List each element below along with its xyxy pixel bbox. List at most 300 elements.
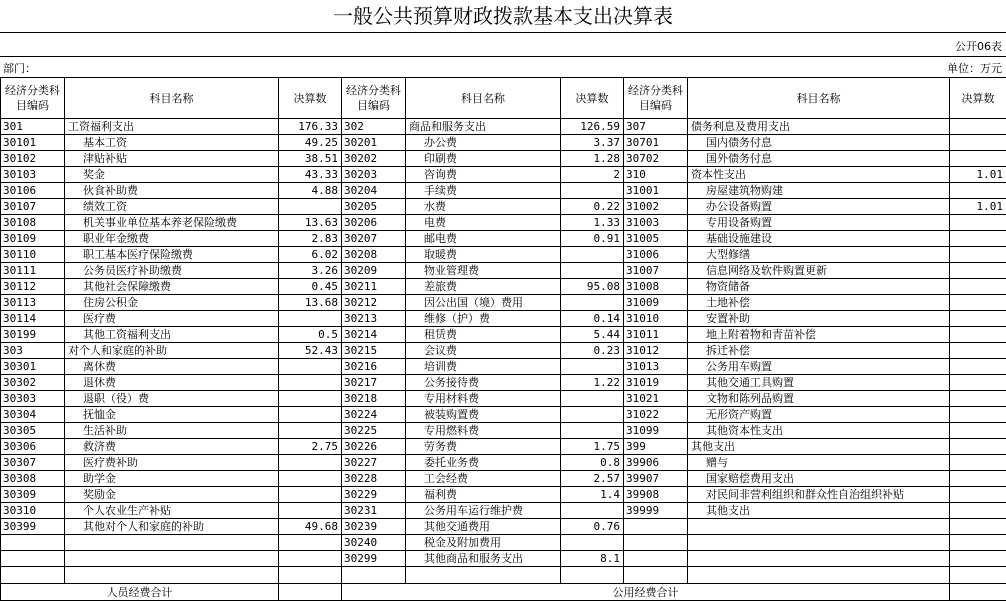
code-cell: 30240 bbox=[342, 535, 406, 551]
code-cell: 30111 bbox=[1, 263, 65, 279]
name-cell: 退职（役）费 bbox=[65, 391, 279, 407]
blank-cell bbox=[624, 567, 688, 584]
amount-cell bbox=[279, 551, 342, 567]
name-cell: 公务接待费 bbox=[406, 375, 561, 391]
name-cell: 物业管理费 bbox=[406, 263, 561, 279]
name-cell: 租赁费 bbox=[406, 327, 561, 343]
amount-cell: 0.91 bbox=[561, 231, 624, 247]
name-cell: 其他交通工具购置 bbox=[688, 375, 950, 391]
amount-cell bbox=[950, 471, 1006, 487]
name-cell: 公务用车购置 bbox=[688, 359, 950, 375]
code-cell: 39907 bbox=[624, 471, 688, 487]
name-cell bbox=[688, 535, 950, 551]
name-cell: 文物和陈列品购置 bbox=[688, 391, 950, 407]
public-total-value bbox=[950, 584, 1006, 601]
code-cell: 30107 bbox=[1, 199, 65, 215]
name-cell: 其他工资福利支出 bbox=[65, 327, 279, 343]
header-code-3: 经济分类科目编码 bbox=[624, 78, 688, 119]
code-cell: 30212 bbox=[342, 295, 406, 311]
amount-cell bbox=[950, 439, 1006, 455]
table-row bbox=[1, 471, 1006, 487]
name-cell: 助学金 bbox=[65, 471, 279, 487]
amount-cell: 2.57 bbox=[561, 471, 624, 487]
amount-cell: 95.08 bbox=[561, 279, 624, 295]
header-amount-2: 决算数 bbox=[561, 78, 624, 119]
code-cell: 30214 bbox=[342, 327, 406, 343]
amount-cell: 6.02 bbox=[279, 247, 342, 263]
amount-cell bbox=[279, 455, 342, 471]
table-row bbox=[1, 407, 1006, 423]
amount-cell: 1.01 bbox=[950, 199, 1006, 215]
amount-cell: 1.33 bbox=[561, 215, 624, 231]
amount-cell: 3.37 bbox=[561, 135, 624, 151]
amount-cell bbox=[561, 263, 624, 279]
name-cell: 职业年金缴费 bbox=[65, 231, 279, 247]
name-cell: 土地补偿 bbox=[688, 295, 950, 311]
department-row bbox=[0, 57, 1006, 77]
code-cell: 30103 bbox=[1, 167, 65, 183]
code-cell: 30215 bbox=[342, 343, 406, 359]
table-row bbox=[1, 359, 1006, 375]
name-cell: 维修（护）费 bbox=[406, 311, 561, 327]
amount-cell bbox=[950, 407, 1006, 423]
amount-cell: 1.22 bbox=[561, 375, 624, 391]
code-cell: 30302 bbox=[1, 375, 65, 391]
header-code-1: 经济分类科目编码 bbox=[1, 78, 65, 119]
code-cell: 31003 bbox=[624, 215, 688, 231]
name-cell: 其他商品和服务支出 bbox=[406, 551, 561, 567]
name-cell: 办公设备购置 bbox=[688, 199, 950, 215]
amount-cell: 0.8 bbox=[561, 455, 624, 471]
code-cell: 31008 bbox=[624, 279, 688, 295]
amount-cell: 4.88 bbox=[279, 183, 342, 199]
amount-cell: 0.45 bbox=[279, 279, 342, 295]
amount-cell bbox=[279, 503, 342, 519]
name-cell: 无形资产购置 bbox=[688, 407, 950, 423]
code-cell: 31001 bbox=[624, 183, 688, 199]
amount-cell: 3.26 bbox=[279, 263, 342, 279]
amount-cell bbox=[279, 535, 342, 551]
name-cell: 国内债务付息 bbox=[688, 135, 950, 151]
code-cell: 30227 bbox=[342, 455, 406, 471]
name-cell: 住房公积金 bbox=[65, 295, 279, 311]
amount-cell bbox=[950, 311, 1006, 327]
code-cell: 31006 bbox=[624, 247, 688, 263]
amount-cell: 2.75 bbox=[279, 439, 342, 455]
name-cell: 津贴补贴 bbox=[65, 151, 279, 167]
name-cell: 公务员医疗补助缴费 bbox=[65, 263, 279, 279]
amount-cell bbox=[561, 359, 624, 375]
amount-cell bbox=[950, 295, 1006, 311]
code-cell: 30112 bbox=[1, 279, 65, 295]
name-cell: 抚恤金 bbox=[65, 407, 279, 423]
personnel-total-label: 人员经费合计 bbox=[1, 584, 279, 601]
amount-cell: 1.01 bbox=[950, 167, 1006, 183]
blank-cell bbox=[65, 567, 279, 584]
name-cell: 拆迁补偿 bbox=[688, 343, 950, 359]
amount-cell bbox=[561, 295, 624, 311]
name-cell: 其他交通费用 bbox=[406, 519, 561, 535]
name-cell: 专用材料费 bbox=[406, 391, 561, 407]
table-row bbox=[1, 215, 1006, 231]
table-row bbox=[1, 487, 1006, 503]
name-cell bbox=[688, 519, 950, 535]
amount-cell: 0.23 bbox=[561, 343, 624, 359]
amount-cell: 8.1 bbox=[561, 551, 624, 567]
code-cell: 31019 bbox=[624, 375, 688, 391]
name-cell: 其他资本性支出 bbox=[688, 423, 950, 439]
amount-cell bbox=[950, 455, 1006, 471]
amount-cell bbox=[950, 359, 1006, 375]
name-cell: 个人农业生产补贴 bbox=[65, 503, 279, 519]
amount-cell: 1.75 bbox=[561, 439, 624, 455]
code-cell: 39999 bbox=[624, 503, 688, 519]
code-cell: 310 bbox=[624, 167, 688, 183]
name-cell: 手续费 bbox=[406, 183, 561, 199]
code-cell bbox=[624, 535, 688, 551]
code-cell: 30204 bbox=[342, 183, 406, 199]
amount-cell bbox=[279, 311, 342, 327]
amount-cell: 1.4 bbox=[561, 487, 624, 503]
code-cell: 30305 bbox=[1, 423, 65, 439]
table-row bbox=[1, 375, 1006, 391]
name-cell: 专用燃料费 bbox=[406, 423, 561, 439]
name-cell: 机关事业单位基本养老保险缴费 bbox=[65, 215, 279, 231]
amount-cell: 52.43 bbox=[279, 343, 342, 359]
code-cell: 39906 bbox=[624, 455, 688, 471]
amount-cell bbox=[561, 423, 624, 439]
code-cell: 30102 bbox=[1, 151, 65, 167]
name-cell: 离休费 bbox=[65, 359, 279, 375]
code-cell: 30106 bbox=[1, 183, 65, 199]
department-label: 部门： bbox=[3, 60, 36, 76]
code-cell: 30101 bbox=[1, 135, 65, 151]
amount-cell: 1.28 bbox=[561, 151, 624, 167]
amount-cell bbox=[561, 247, 624, 263]
code-cell: 303 bbox=[1, 343, 65, 359]
name-cell: 印刷费 bbox=[406, 151, 561, 167]
code-cell: 399 bbox=[624, 439, 688, 455]
name-cell: 邮电费 bbox=[406, 231, 561, 247]
code-cell: 30113 bbox=[1, 295, 65, 311]
name-cell: 医疗费 bbox=[65, 311, 279, 327]
amount-cell bbox=[279, 199, 342, 215]
code-cell: 31013 bbox=[624, 359, 688, 375]
amount-cell bbox=[950, 247, 1006, 263]
code-cell: 31010 bbox=[624, 311, 688, 327]
amount-cell bbox=[279, 359, 342, 375]
name-cell: 绩效工资 bbox=[65, 199, 279, 215]
code-cell: 30213 bbox=[342, 311, 406, 327]
name-cell: 福利费 bbox=[406, 487, 561, 503]
name-cell: 信息网络及软件购置更新 bbox=[688, 263, 950, 279]
table-row bbox=[1, 343, 1006, 359]
table-row bbox=[1, 391, 1006, 407]
code-cell: 31099 bbox=[624, 423, 688, 439]
name-cell: 基础设施建设 bbox=[688, 231, 950, 247]
public-total-label: 公用经费合计 bbox=[342, 584, 950, 601]
name-cell: 地上附着物和青苗补偿 bbox=[688, 327, 950, 343]
amount-cell bbox=[279, 375, 342, 391]
table-row bbox=[1, 423, 1006, 439]
table-code: 公开06表 bbox=[955, 38, 1002, 54]
name-cell bbox=[688, 551, 950, 567]
amount-cell bbox=[279, 487, 342, 503]
table-row bbox=[1, 535, 1006, 551]
name-cell: 物资储备 bbox=[688, 279, 950, 295]
amount-cell: 49.25 bbox=[279, 135, 342, 151]
table-row bbox=[1, 263, 1006, 279]
blank-cell bbox=[342, 567, 406, 584]
table-row bbox=[1, 167, 1006, 183]
name-cell: 对民间非营利组织和群众性自治组织补贴 bbox=[688, 487, 950, 503]
name-cell: 商品和服务支出 bbox=[406, 119, 561, 135]
amount-cell: 0.5 bbox=[279, 327, 342, 343]
name-cell: 大型修缮 bbox=[688, 247, 950, 263]
name-cell bbox=[65, 551, 279, 567]
amount-cell bbox=[950, 423, 1006, 439]
name-cell: 其他支出 bbox=[688, 503, 950, 519]
amount-cell bbox=[279, 423, 342, 439]
code-cell bbox=[1, 535, 65, 551]
amount-cell: 13.68 bbox=[279, 295, 342, 311]
amount-cell bbox=[561, 503, 624, 519]
code-cell: 307 bbox=[624, 119, 688, 135]
header-amount-3: 决算数 bbox=[950, 78, 1006, 119]
amount-cell bbox=[950, 135, 1006, 151]
amount-cell: 176.33 bbox=[279, 119, 342, 135]
expenditure-table bbox=[0, 77, 1006, 601]
table-header-row bbox=[1, 78, 1006, 119]
code-cell: 301 bbox=[1, 119, 65, 135]
personnel-total-value bbox=[279, 584, 342, 601]
table-row bbox=[1, 231, 1006, 247]
header-amount-1: 决算数 bbox=[279, 78, 342, 119]
code-cell: 30239 bbox=[342, 519, 406, 535]
table-row bbox=[1, 183, 1006, 199]
name-cell: 其他社会保障缴费 bbox=[65, 279, 279, 295]
name-cell: 奖金 bbox=[65, 167, 279, 183]
name-cell: 其他对个人和家庭的补助 bbox=[65, 519, 279, 535]
code-cell: 30109 bbox=[1, 231, 65, 247]
name-cell: 退休费 bbox=[65, 375, 279, 391]
code-cell: 30225 bbox=[342, 423, 406, 439]
code-cell: 30199 bbox=[1, 327, 65, 343]
code-cell: 30110 bbox=[1, 247, 65, 263]
blank-row bbox=[1, 567, 1006, 584]
table-row bbox=[1, 295, 1006, 311]
name-cell: 被装购置费 bbox=[406, 407, 561, 423]
name-cell: 专用设备购置 bbox=[688, 215, 950, 231]
name-cell: 咨询费 bbox=[406, 167, 561, 183]
name-cell: 委托业务费 bbox=[406, 455, 561, 471]
blank-cell bbox=[1, 567, 65, 584]
code-cell: 30228 bbox=[342, 471, 406, 487]
amount-cell bbox=[950, 375, 1006, 391]
amount-cell bbox=[950, 503, 1006, 519]
code-cell: 30217 bbox=[342, 375, 406, 391]
code-cell: 302 bbox=[342, 119, 406, 135]
name-cell: 培训费 bbox=[406, 359, 561, 375]
amount-cell bbox=[950, 519, 1006, 535]
amount-cell bbox=[561, 391, 624, 407]
header-code-2: 经济分类科目编码 bbox=[342, 78, 406, 119]
amount-cell bbox=[950, 391, 1006, 407]
page-title: 一般公共预算财政拨款基本支出决算表 bbox=[0, 0, 1006, 33]
table-row bbox=[1, 439, 1006, 455]
amount-cell: 49.68 bbox=[279, 519, 342, 535]
code-cell: 30108 bbox=[1, 215, 65, 231]
name-cell: 税金及附加费用 bbox=[406, 535, 561, 551]
name-cell: 救济费 bbox=[65, 439, 279, 455]
code-cell: 31007 bbox=[624, 263, 688, 279]
name-cell: 职工基本医疗保险缴费 bbox=[65, 247, 279, 263]
code-cell: 30701 bbox=[624, 135, 688, 151]
code-cell: 30211 bbox=[342, 279, 406, 295]
blank-cell bbox=[279, 567, 342, 584]
code-cell: 31012 bbox=[624, 343, 688, 359]
name-cell: 医疗费补助 bbox=[65, 455, 279, 471]
name-cell: 劳务费 bbox=[406, 439, 561, 455]
amount-cell: 5.44 bbox=[561, 327, 624, 343]
blank-cell bbox=[950, 567, 1006, 584]
name-cell: 其他支出 bbox=[688, 439, 950, 455]
table-row bbox=[1, 311, 1006, 327]
table-row bbox=[1, 247, 1006, 263]
table-row bbox=[1, 503, 1006, 519]
amount-cell bbox=[950, 263, 1006, 279]
name-cell: 公务用车运行维护费 bbox=[406, 503, 561, 519]
code-cell: 30218 bbox=[342, 391, 406, 407]
table-row bbox=[1, 199, 1006, 215]
name-cell: 奖励金 bbox=[65, 487, 279, 503]
amount-cell: 0.14 bbox=[561, 311, 624, 327]
name-cell: 电费 bbox=[406, 215, 561, 231]
code-cell: 30231 bbox=[342, 503, 406, 519]
name-cell: 伙食补助费 bbox=[65, 183, 279, 199]
code-cell: 30702 bbox=[624, 151, 688, 167]
code-cell: 31021 bbox=[624, 391, 688, 407]
code-cell: 30224 bbox=[342, 407, 406, 423]
name-cell: 对个人和家庭的补助 bbox=[65, 343, 279, 359]
code-cell: 30114 bbox=[1, 311, 65, 327]
amount-cell: 13.63 bbox=[279, 215, 342, 231]
amount-cell: 43.33 bbox=[279, 167, 342, 183]
unit-label: 单位：万元 bbox=[947, 60, 1002, 76]
code-cell: 31022 bbox=[624, 407, 688, 423]
name-cell: 国外债务付息 bbox=[688, 151, 950, 167]
code-cell: 30205 bbox=[342, 199, 406, 215]
code-cell: 31009 bbox=[624, 295, 688, 311]
blank-cell bbox=[688, 567, 950, 584]
amount-cell: 38.51 bbox=[279, 151, 342, 167]
amount-cell bbox=[950, 551, 1006, 567]
code-cell: 30226 bbox=[342, 439, 406, 455]
name-cell: 工会经费 bbox=[406, 471, 561, 487]
name-cell: 生活补助 bbox=[65, 423, 279, 439]
name-cell: 安置补助 bbox=[688, 311, 950, 327]
name-cell: 工资福利支出 bbox=[65, 119, 279, 135]
code-cell: 39908 bbox=[624, 487, 688, 503]
name-cell: 基本工资 bbox=[65, 135, 279, 151]
name-cell: 办公费 bbox=[406, 135, 561, 151]
code-cell: 30307 bbox=[1, 455, 65, 471]
amount-cell: 2 bbox=[561, 167, 624, 183]
amount-cell bbox=[950, 535, 1006, 551]
code-cell: 30299 bbox=[342, 551, 406, 567]
code-cell: 30201 bbox=[342, 135, 406, 151]
name-cell bbox=[65, 535, 279, 551]
amount-cell bbox=[279, 391, 342, 407]
table-row bbox=[1, 327, 1006, 343]
name-cell: 债务利息及费用支出 bbox=[688, 119, 950, 135]
code-cell: 30306 bbox=[1, 439, 65, 455]
amount-cell bbox=[279, 471, 342, 487]
table-row bbox=[1, 455, 1006, 471]
amount-cell bbox=[561, 183, 624, 199]
code-cell: 31002 bbox=[624, 199, 688, 215]
amount-cell: 126.59 bbox=[561, 119, 624, 135]
amount-cell bbox=[561, 407, 624, 423]
totals-row bbox=[1, 584, 1006, 601]
amount-cell bbox=[950, 279, 1006, 295]
table-code-row bbox=[0, 33, 1006, 57]
name-cell: 因公出国（境）费用 bbox=[406, 295, 561, 311]
header-name-1: 科目名称 bbox=[65, 78, 279, 119]
code-cell: 30229 bbox=[342, 487, 406, 503]
amount-cell bbox=[950, 215, 1006, 231]
amount-cell bbox=[950, 231, 1006, 247]
blank-cell bbox=[406, 567, 561, 584]
amount-cell bbox=[950, 327, 1006, 343]
name-cell: 赠与 bbox=[688, 455, 950, 471]
code-cell bbox=[624, 519, 688, 535]
table-row bbox=[1, 519, 1006, 535]
header-name-3: 科目名称 bbox=[688, 78, 950, 119]
name-cell: 会议费 bbox=[406, 343, 561, 359]
name-cell: 国家赔偿费用支出 bbox=[688, 471, 950, 487]
amount-cell: 0.76 bbox=[561, 519, 624, 535]
code-cell: 30308 bbox=[1, 471, 65, 487]
name-cell: 房屋建筑物购建 bbox=[688, 183, 950, 199]
table-row bbox=[1, 551, 1006, 567]
code-cell: 30309 bbox=[1, 487, 65, 503]
code-cell: 30206 bbox=[342, 215, 406, 231]
table-body bbox=[1, 119, 1006, 567]
code-cell: 30310 bbox=[1, 503, 65, 519]
amount-cell bbox=[950, 151, 1006, 167]
table-row bbox=[1, 135, 1006, 151]
code-cell: 30303 bbox=[1, 391, 65, 407]
amount-cell bbox=[950, 487, 1006, 503]
code-cell bbox=[624, 551, 688, 567]
code-cell: 30202 bbox=[342, 151, 406, 167]
code-cell: 31011 bbox=[624, 327, 688, 343]
name-cell: 水费 bbox=[406, 199, 561, 215]
code-cell: 30209 bbox=[342, 263, 406, 279]
amount-cell bbox=[279, 407, 342, 423]
code-cell: 30207 bbox=[342, 231, 406, 247]
blank-cell bbox=[561, 567, 624, 584]
code-cell: 30216 bbox=[342, 359, 406, 375]
table-row bbox=[1, 151, 1006, 167]
amount-cell bbox=[950, 119, 1006, 135]
code-cell: 31005 bbox=[624, 231, 688, 247]
code-cell: 30304 bbox=[1, 407, 65, 423]
amount-cell bbox=[561, 535, 624, 551]
code-cell: 30301 bbox=[1, 359, 65, 375]
header-name-2: 科目名称 bbox=[406, 78, 561, 119]
